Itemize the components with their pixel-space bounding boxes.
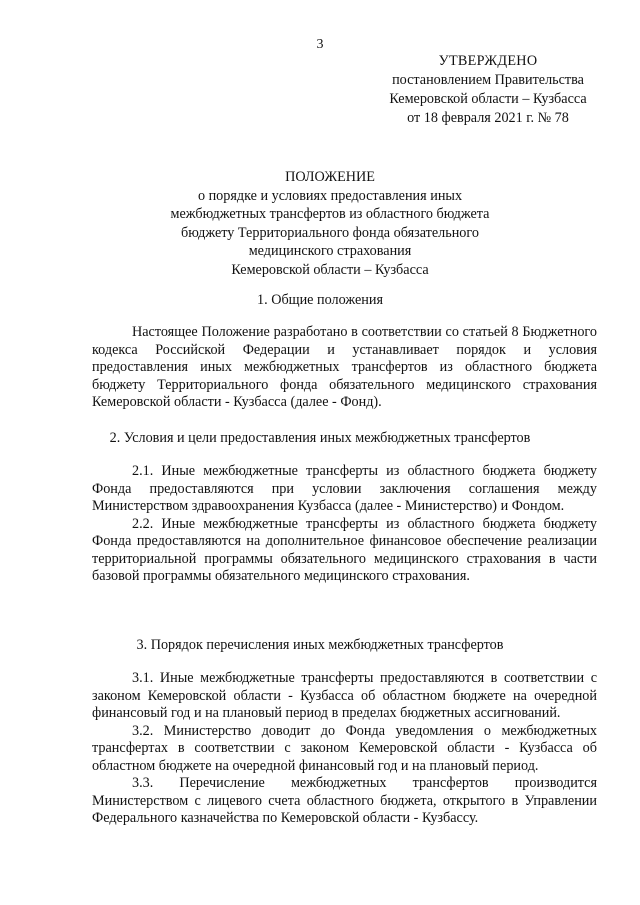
paragraph: Настоящее Положение разработано в соответствии со статьей 8 Бюджетного кодекса Российской Федерации и устанавливает порядок и условия предоставления иных межбюджетных трансфертов из областного бюджета бюджету Территориального фонда обязательного медицинского страхования Кемеровской области - Кузбасса (далее - Фонд). [92,324,597,410]
section-heading-3: 3. Порядок перечисления иных межбюджетных трансфертов [136,637,504,653]
paragraph: 3.1. Иные межбюджетные трансферты предоставляются в соответствии с законом Кемеровской области - Кузбасса об областном бюджете на очередной финансовый год и на плановый период в пределах бюджетных ассигнований. [92,670,597,721]
approval-line: Кемеровской области – Кузбасса [389,91,587,107]
page-number: 3 [316,37,324,52]
section-body-1 [92,324,597,412]
title-line: бюджету Территориального фонда обязательного [181,224,479,241]
paragraph: 2.2. Иные межбюджетные трансферты из областного бюджета бюджету Фонда предоставляются на дополнительное финансовое обеспечение реализации территориальной программы обязательного медицинского страхования в части базовой программы обязательного медицинского страхования. [92,515,597,584]
approval-line: постановлением Правительства [392,72,584,88]
section-heading-1: 1. Общие положения [257,292,383,308]
title-line: Кемеровской области – Кузбасса [231,261,429,278]
paragraph: 3.3. Перечисление межбюджетных трансфертов производится Министерством с лицевого счета областного бюджета, открытого в Управлении Федерального казначейства по Кемеровской области - Кузбассу. [92,775,597,826]
title-heading: ПОЛОЖЕНИЕ [285,169,375,185]
paragraph: 3.2. Министерство доводит до Фонда уведомления о межбюджетных трансфертах в соответствии с законом Кемеровской области - Кузбасса об областном бюджете на очередной финансовый год и на плановый период. [92,722,597,774]
section-body-3 [92,670,597,828]
section-body-2 [92,463,597,586]
document-title [120,168,540,279]
title-line: межбюджетных трансфертов из областного бюджета [170,206,490,222]
approval-block [368,52,608,128]
approval-line: от 18 февраля 2021 г. № 78 [407,110,569,126]
paragraph: 2.1. Иные межбюджетные трансферты из областного бюджета бюджету Фонда предоставляются при условии заключения соглашения между Министерством здравоохранения Кузбасса (далее - Министерство) и Фондом. [92,463,597,514]
approval-stamp: УТВЕРЖДЕНО [438,53,538,69]
section-heading-2: 2. Условия и цели предоставления иных межбюджетных трансфертов [109,430,531,446]
title-line: медицинского страхования [248,243,412,259]
title-line: о порядке и условиях предоставления иных [197,187,463,204]
